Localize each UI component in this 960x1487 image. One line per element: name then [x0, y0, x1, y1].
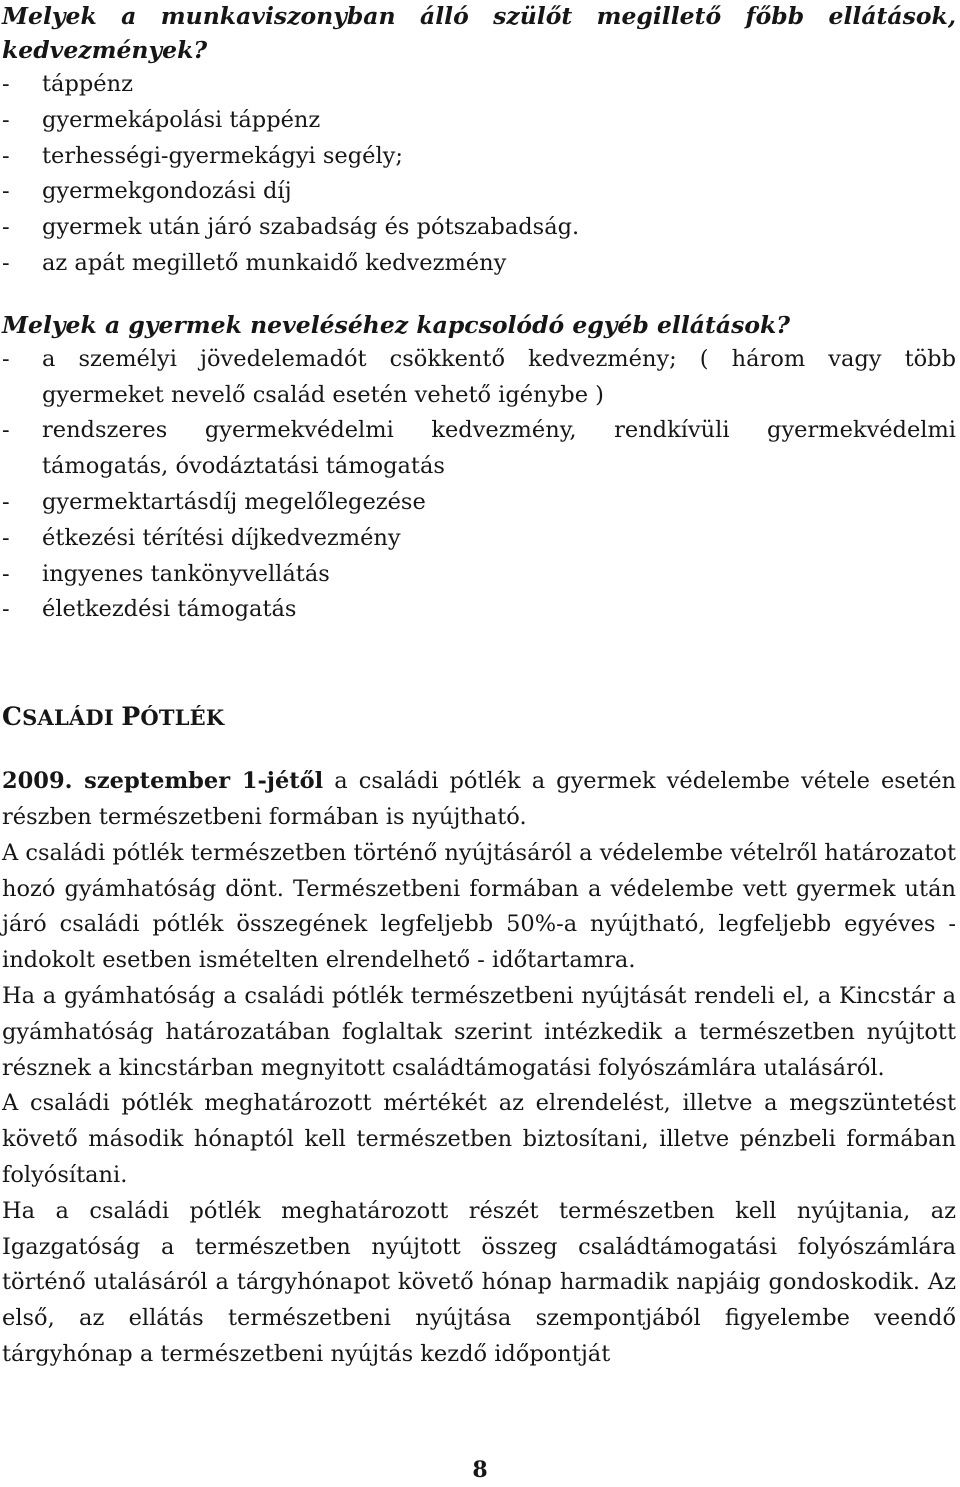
heading-main-benefits: Melyek a munkaviszonyban álló szülőt megillető főbb ellátások, kedvezmények? [2, 2, 956, 64]
list-dash: - [2, 488, 10, 515]
list-item [2, 521, 956, 557]
paragraph: A családi pótlék meghatározott mértékét az elrendelést, illetve a megszüntetést követő második hónaptól kell természetben biztosítani, illetve pénzbeli formában folyósítani. [2, 1090, 956, 1188]
list-item-text: terhességi-gyermekágyi segély; [42, 142, 403, 169]
list-item-text: rendszeres gyermekvédelmi kedvezmény, rendkívüli gyermekvédelmi támogatás, óvodáztatási támogatás [42, 417, 956, 480]
list-item-text: táppénz [42, 71, 133, 97]
list-dash: - [2, 71, 10, 97]
list-item [2, 174, 956, 210]
list-item-text: életkezdési támogatás [42, 596, 297, 623]
list-dash: - [2, 345, 10, 372]
list-dash: - [2, 142, 10, 169]
list-item [2, 413, 956, 485]
section-title-rest1: SALÁDI [22, 705, 122, 731]
section-title-rest2: ÓTLÉK [140, 705, 225, 731]
section-body [2, 764, 956, 1373]
list-item-text: a személyi jövedelemadót csökkentő kedvezmény; ( három vagy több gyermeket nevelő család esetén vehető igénybe ) [42, 345, 956, 408]
list-dash: - [2, 417, 10, 444]
list-item [2, 592, 956, 628]
heading-other-benefits: Melyek a gyermek neveléséhez kapcsolódó egyéb ellátások? [2, 310, 791, 339]
list-item [2, 103, 956, 139]
section-title-cap1: C [2, 702, 23, 732]
list-item [2, 210, 956, 246]
list-item-text: az apát megillető munkaidő kedvezmény [42, 249, 507, 276]
list-dash: - [2, 214, 10, 241]
paragraph: Ha a családi pótlék meghatározott részét természetben kell nyújtania, az Igazgatóság a természetben nyújtott összeg családtámogatási folyószámlára történő utalásáról a tárgyhónapot követő hónap harmadik napjáig gondoskodik. Az első, az ellátás természetbeni nyújtása szempontjából figyelembe veendő tárgyhónap a természetbeni nyújtás kezdő időpontját [2, 1197, 956, 1367]
list-dash: - [2, 596, 10, 623]
page-number: 8 [472, 1457, 488, 1483]
list-item [2, 485, 956, 521]
main-benefits-list [2, 67, 956, 282]
document-page [2, 0, 956, 1373]
other-benefits-list [2, 342, 956, 628]
list-item-text: gyermek után járó szabadság és pótszabadság. [42, 214, 580, 241]
list-dash: - [2, 106, 10, 133]
paragraph: A családi pótlék természetben történő nyújtásáról a védelembe vételről határozatot hozó gyámhatóság dönt. Természetbeni formában a védelembe vett gyermek után járó családi pótlék összegének legfeljebb 50%-a nyújtható, legfeljebb egyéves - indokolt esetben ismételten elrendelhető - időtartamra. [2, 839, 956, 974]
paragraph-text: a családi pótlék a gyermek védelembe vétele esetén részben természetbeni formában is nyújtható. [2, 768, 956, 830]
list-item-text: gyermekápolási táppénz [42, 106, 321, 133]
list-item [2, 342, 956, 414]
section-title-cap2: P [121, 702, 141, 732]
list-item-text: gyermekgondozási díj [42, 178, 292, 205]
list-dash: - [2, 249, 10, 276]
section-title-family-allowance [2, 700, 956, 735]
list-item [2, 557, 956, 593]
list-item-text: ingyenes tankönyvellátás [42, 560, 330, 587]
list-dash: - [2, 560, 10, 587]
list-item [2, 246, 956, 282]
list-dash: - [2, 524, 10, 551]
effective-date: 2009. szeptember 1-jétől [2, 768, 324, 795]
paragraph: Ha a gyámhatóság a családi pótlék természetbeni nyújtását rendeli el, a Kincstár a gyámhatóság határozatában foglaltak szerint intézkedik a természetben nyújtott résznek a kincstárban megnyitott családtámogatási folyószámlára utalásáról. [2, 982, 956, 1081]
list-dash: - [2, 178, 10, 205]
list-item-text: gyermektartásdíj megelőlegezése [42, 488, 426, 515]
list-item-text: étkezési térítési díjkedvezmény [42, 524, 401, 551]
paragraph [2, 764, 956, 836]
list-item [2, 139, 956, 175]
list-item [2, 67, 956, 103]
